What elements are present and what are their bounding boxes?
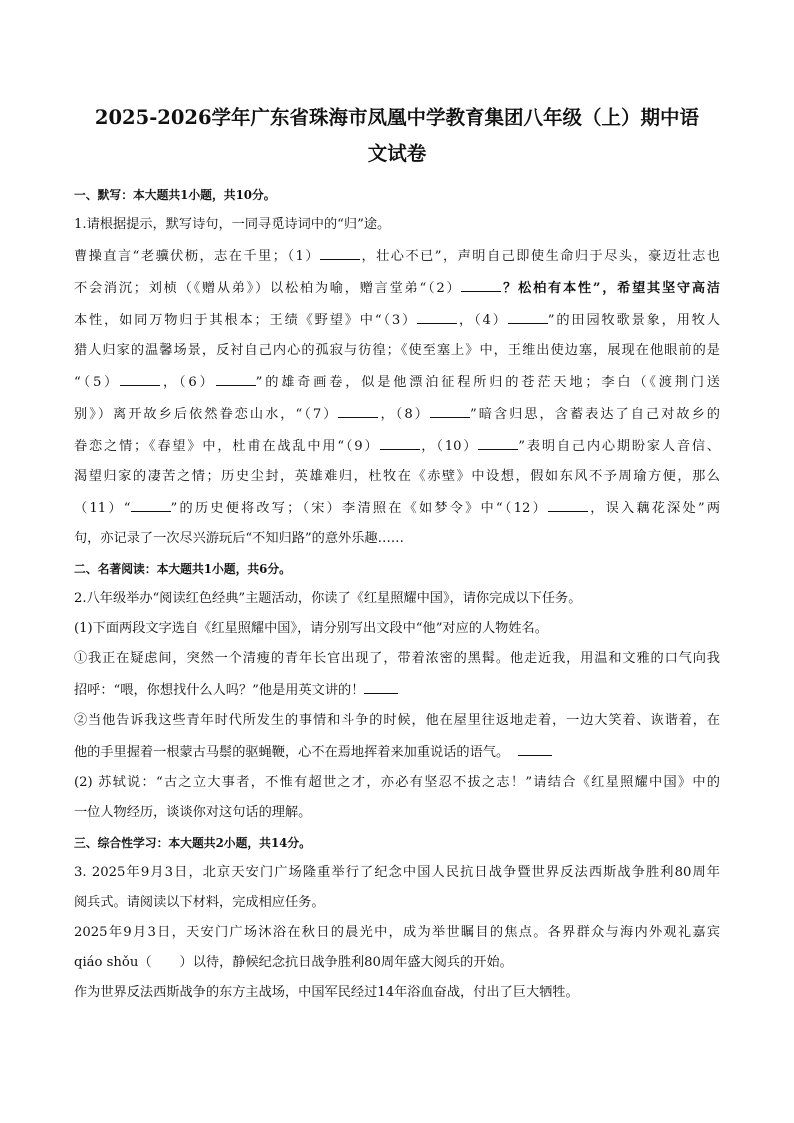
q2-passage-1-line-2: 招呼：“喂，你想找什么人吗？”他是用英文讲的！ (74, 679, 720, 701)
q1-line-2: 不会消沉；刘桢（《赠从弟》）以松柏为喻，赠言堂弟“（2） ？松柏有本性”，希望其坚守高洁 (74, 277, 720, 299)
question-2-stem: 2.八年级举办“阅读红色经典”主题活动，你读了《红星照耀中国》，请你完成以下任务。 (74, 591, 582, 606)
section-heading-3: 三、综合性学习：本大题共2小题，共14分。 (74, 836, 311, 850)
question-2-sub-2-line-1: (2) 苏轼说：“古之立大事者，不惟有超世之才，亦必有坚忍不拔之志！”请结合《红星照耀中国》中的 (74, 775, 720, 790)
answer-blank-q2-1[interactable] (364, 679, 398, 694)
answer-blank-9[interactable] (380, 435, 420, 450)
q1-line-10: 句，亦记录了一次尽兴游玩后“不知归路”的意外乐趣…… (74, 531, 404, 546)
q1-line-9: （11）“ ”的历史便将改写；（宋）李清照在《如梦令》中“（12） ，误入藕花深处”两 (74, 497, 720, 519)
answer-blank-4[interactable] (508, 309, 548, 324)
answer-blank-q2-2[interactable] (518, 741, 552, 756)
title-line-2: 文试卷 (367, 142, 427, 165)
answer-blank-10[interactable] (478, 435, 518, 450)
title-line-1: 2025-2026学年广东省珠海市凤凰中学教育集团八年级（上）期中语 (94, 106, 700, 129)
q1-line-1: 曹操直言“老骥伏枥，志在千里；（1） ，壮心不已”，声明自己即使生命归于尽头，豪迈壮志也 (74, 245, 720, 267)
material-line-3: 作为世界反法西斯战争的东方主战场，中国军民经过14年浴血奋战，付出了巨大牺牲。 (74, 985, 579, 1000)
answer-blank-12[interactable] (548, 497, 588, 512)
q1-line-3: 本性，如同万物归于其根本；王绩《野望》中“（3） ，（4） ”的田园牧歌景象，用牧人 (74, 309, 720, 331)
answer-blank-8[interactable] (430, 403, 470, 418)
question-2-sub-2-line-2: 一位人物经历，谈谈你对这句话的理解。 (74, 805, 312, 820)
answer-blank-6[interactable] (216, 371, 256, 386)
q1-line-5: “（5） ，（6） ”的雄奇画卷，似是他漂泊征程所归的苍茫天地；李白（《渡荆门送 (74, 371, 720, 393)
q1-line-8: 渴望归家的凄苦之情；历史尘封，英雄难归，杜牧在《赤壁》中设想，假如东风不予周瑜方便，那么 (74, 469, 720, 484)
answer-blank-5[interactable] (120, 371, 160, 386)
question-3-stem-line-2: 阅兵式。请阅读以下材料，完成相应任务。 (74, 895, 325, 910)
section-heading-1: 一、默写：本大题共1小题，共10分。 (74, 188, 276, 202)
exam-title (60, 100, 734, 172)
answer-blank-7[interactable] (338, 403, 378, 418)
answer-blank-3[interactable] (417, 309, 457, 324)
q1-line-7: 眷恋之情；《春望》中，杜甫在战乱中用“（9） ，（10） ”表明自己内心期盼家人音信、 (74, 435, 720, 457)
question-2-sub-1: (1)下面两段文字选自《红星照耀中国》，请分别写出文段中“他”对应的人物姓名。 (74, 621, 548, 636)
q1-line-6: 别》）离开故乡后依然眷恋山水，“（7） ，（8） ”暗含归思，含蓄表达了自己对故乡的 (74, 403, 720, 425)
section-heading-2: 二、名著阅读：本大题共1小题，共6分。 (74, 562, 291, 576)
question-1-stem: 1.请根据提示，默写诗句，一同寻觅诗词中的“归”途。 (74, 217, 391, 232)
answer-blank-1[interactable] (320, 245, 360, 260)
material-line-1: 2025年9月3日，天安门广场沐浴在秋日的晨光中，成为举世瞩目的焦点。各界群众与海内外观礼嘉宾 (74, 925, 720, 940)
material-line-2: qiáo shǒu（ ）以待，静候纪念抗日战争胜利80周年盛大阅兵的开始。 (74, 955, 513, 970)
answer-blank-2[interactable] (461, 277, 501, 292)
q1-line-4: 猎人归家的温馨场景，反衬自己内心的孤寂与彷徨；《使至塞上》中，王维出使边塞，展现在他眼前的是 (74, 343, 720, 358)
exam-content (74, 185, 720, 1013)
answer-blank-11[interactable] (131, 497, 171, 512)
q2-passage-2-line-1: ②当他告诉我这些青年时代所发生的事情和斗争的时候，他在屋里往返地走着，一边大笑着、诙谐着，在 (74, 713, 720, 728)
question-3-stem-line-1: 3. 2025年9月3日，北京天安门广场隆重举行了纪念中国人民抗日战争暨世界反法西斯战争胜利80周年 (74, 865, 720, 880)
q2-passage-2-line-2: 他的手里握着一根蒙古马鬃的驱蝇鞭，心不在焉地挥着来加重说话的语气。 (74, 741, 720, 763)
q2-passage-1-line-1: ①我正在疑虑间，突然一个清瘦的青年长官出现了，带着浓密的黑髯。他走近我，用温和文雅的口气向我 (74, 651, 720, 666)
